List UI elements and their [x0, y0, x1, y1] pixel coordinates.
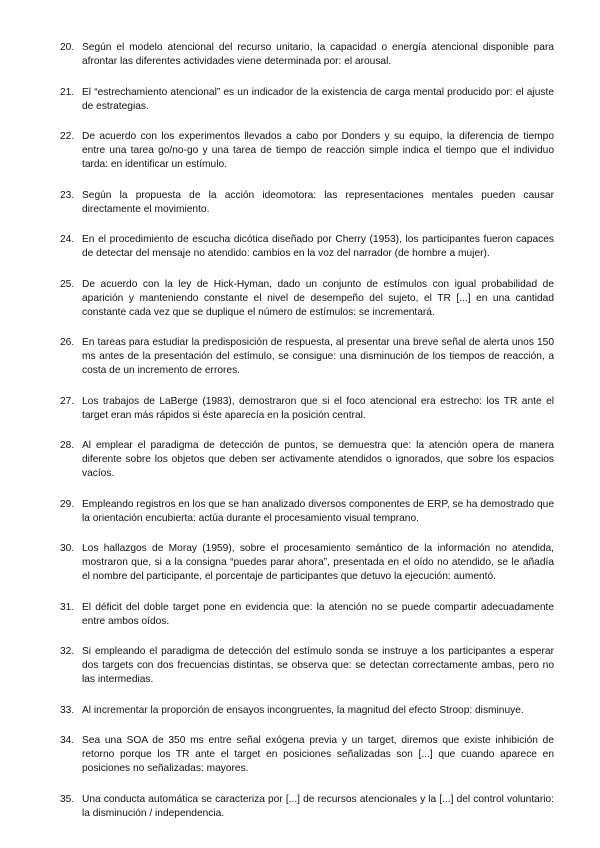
question-number: 27.	[60, 395, 75, 407]
question-number: 20.	[60, 42, 75, 53]
question-item	[60, 793, 554, 821]
question-item	[60, 601, 554, 629]
question-item	[60, 645, 554, 687]
question-text: Al incrementar la proporción de ensayos incongruentes, la magnitud del efecto Stroop: disminuye.	[82, 704, 524, 716]
question-number: 22.	[60, 131, 75, 142]
question-text: Una conducta automática se caracteriza por [...] de recursos atencionales y la [...] del control voluntario: la disminución / independencia.	[82, 793, 554, 819]
question-item	[60, 41, 554, 69]
question-text: De acuerdo con los experimentos llevados a cabo por Donders y su equipo, la diferencia de tiempo entre una tarea go/no-go y una tarea de tiempo de reacción simple indica el tiempo que el individuo tarda: en identificar un estímulo.	[82, 131, 554, 170]
question-text: El “estrechamiento atencional” es un indicador de la existencia de carga mental producido por: el ajuste de estrategias.	[82, 86, 554, 112]
question-list	[60, 41, 554, 821]
question-number: 33.	[60, 704, 75, 716]
question-number: 35.	[60, 793, 75, 805]
question-text: El déficit del doble target pone en evidencia que: la atención no se puede compartir adecuadamente entre ambos oídos.	[82, 601, 554, 627]
question-item	[60, 130, 554, 172]
question-item	[60, 233, 554, 261]
question-text: Según el modelo atencional del recurso unitario, la capacidad o energía atencional disponible para afrontar las diferentes actividades viene determinada por: el arousal.	[82, 42, 554, 67]
question-text: Los hallazgos de Moray (1959), sobre el procesamiento semántico de la información no atendida, mostraron que, si a la consigna “puedes parar ahora”, presentada en el oído no atendido, se le añadía el nombre del participante, el porcentaje de participantes que detuvo la ejecución: aumentó.	[82, 543, 554, 582]
question-number: 25.	[60, 278, 75, 290]
question-number: 29.	[60, 498, 75, 510]
question-number: 24.	[60, 234, 75, 245]
question-item	[60, 278, 554, 320]
question-number: 30.	[60, 543, 75, 554]
question-item	[60, 86, 554, 114]
question-item	[60, 439, 554, 481]
question-text: De acuerdo con la ley de Hick-Hyman, dado un conjunto de estímulos con igual probabilidad de aparición y manteniendo constante el nivel de desempeño del sujeto, el TR [...] en una cantidad constante cada vez que se duplique el número de estímulos: se incrementará.	[82, 278, 554, 318]
question-number: 34.	[60, 735, 75, 746]
question-text: En el procedimiento de escucha dicótica diseñado por Cherry (1953), los participantes fueron capaces de detectar del mensaje no atendido: cambios en la voz del narrador (de hombre a mujer).	[82, 234, 554, 259]
question-text: Sea una SOA de 350 ms entre señal exógena previa y un target, diremos que existe inhibición de retorno porque los TR ante el target en posiciones señalizadas son [...] que cuando aparece en posiciones no señalizadas: mayores.	[82, 735, 554, 774]
question-number: 31.	[60, 601, 75, 613]
question-item	[60, 395, 554, 423]
question-text: Al emplear el paradigma de detección de puntos, se demuestra que: la atención opera de manera diferente sobre los objetos que deben ser activamente atendidos o ignorados, que sobre los espacios vacíos.	[82, 440, 554, 479]
question-number: 32.	[60, 646, 75, 657]
question-item	[60, 704, 554, 718]
question-item	[60, 189, 554, 217]
question-number: 23.	[60, 189, 75, 201]
question-number: 21.	[60, 86, 75, 98]
question-text: Los trabajos de LaBerge (1983), demostraron que si el foco atencional era estrecho: los TR ante el target eran más rápidos si éste aparecía en la posición central.	[82, 395, 554, 421]
question-text: Empleando registros en los que se han analizado diversos componentes de ERP, se ha demostrado que la orientación encubierta: actúa durante el procesamiento visual temprano.	[82, 498, 554, 524]
question-item	[60, 542, 554, 584]
question-text: Si empleando el paradigma de detección del estímulo sonda se instruye a los participantes a esperar dos targets con dos frecuencias distintas, se observa que: se detectan correctamente ambas, pero no las intermedias.	[82, 646, 554, 685]
question-number: 28.	[60, 440, 75, 451]
question-number: 26.	[60, 337, 75, 348]
question-item	[60, 734, 554, 776]
question-text: En tareas para estudiar la predisposición de respuesta, al presentar una breve señal de alerta unos 150 ms antes de la presentación del estímulo, se consigue: una disminución de los tiempos de reacción, a costa de un incremento de errores.	[82, 337, 554, 376]
question-item	[60, 336, 554, 378]
question-text: Según la propuesta de la acción ideomotora: las representaciones mentales pueden causar directamente el movimiento.	[82, 189, 554, 215]
question-item	[60, 498, 554, 526]
